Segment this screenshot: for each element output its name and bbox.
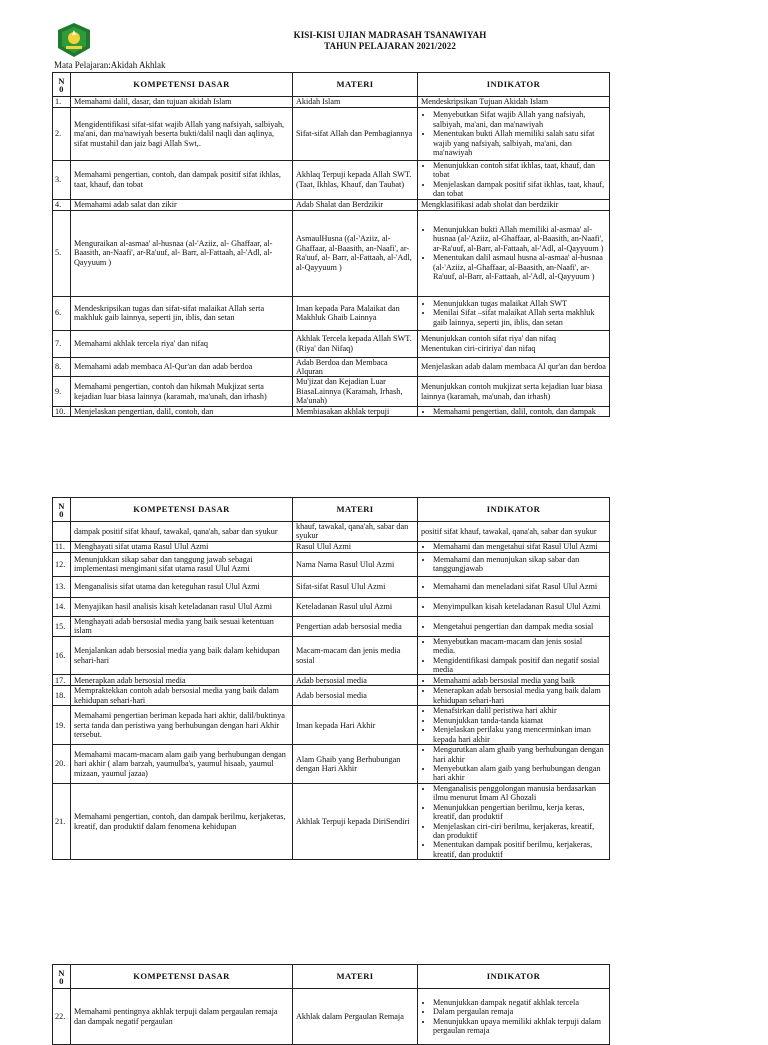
indikator-cell <box>418 597 610 616</box>
kompetensi-dasar-cell: Menunjukkan sikap sabar dan tanggung jawab sebagai implementasi mengimani sifat utama rasul Ulul Azmi <box>71 552 293 576</box>
row-number: 21. <box>53 783 71 859</box>
row-number: 5. <box>53 210 71 296</box>
indikator-cell <box>418 108 610 161</box>
materi-cell: Alam Ghaib yang Berhubungan dengan Hari Akhir <box>293 745 418 784</box>
kompetensi-dasar-cell: Menjalankan adab bersosial media yang baik dalam kehidupan sehari-hari <box>71 636 293 675</box>
indikator-item: • Mengetahui pengertian dan dampak media sosial <box>433 622 606 631</box>
row-number: 1. <box>53 97 71 108</box>
row-number: 2. <box>53 108 71 161</box>
indikator-text: positif sifat khauf, tawakal, qana'ah, sabar dan syukur <box>421 526 597 536</box>
indikator-cell <box>418 552 610 576</box>
materi-cell: Akhlak Terpuji kepada DiriSendiri <box>293 783 418 859</box>
indikator-cell <box>418 406 610 416</box>
indikator-cell <box>418 686 610 706</box>
table-row <box>53 330 610 357</box>
row-number: 10. <box>53 406 71 416</box>
indikator-text: Menjelaskan adab dalam membaca Al qur'an dan berdoa <box>421 362 606 372</box>
kompetensi-dasar-cell: Menguraikan al-asmaa' al-husnaa (al-'Aziiz, al- Ghaffaar, al-Baasith, an-Naafi', ar-Ra'uuf, al- Barr, al-Fattaah, al-'Adl, al-Qayyuum ) <box>71 210 293 296</box>
indikator-cell <box>418 377 610 406</box>
indikator-cell <box>418 296 610 330</box>
col-header-indikator: INDIKATOR <box>418 73 610 97</box>
table-row <box>53 686 610 706</box>
row-number: 12. <box>53 552 71 576</box>
indikator-item: • Mengurutkan alam ghaib yang berhubungan dengan hari akhir <box>433 745 606 764</box>
materi-cell: Iman kepada Hari Akhir <box>293 706 418 745</box>
row-number: 3. <box>53 161 71 200</box>
indikator-item: • Menyebutkan macam-macam dan jenis sosial media. <box>433 637 606 656</box>
indikator-item: • Menjelaskan dampak positif sifat ikhlas, taat, khauf, dan tobat <box>433 180 606 199</box>
indikator-cell <box>418 199 610 210</box>
grid-table-1 <box>52 72 610 417</box>
materi-cell: Akhlak dalam Pergaulan Remaja <box>293 989 418 1045</box>
kompetensi-dasar-cell: Menyajikan hasil analisis kisah keteladanan rasul Ulul Azmi <box>71 597 293 616</box>
row-number: 8. <box>53 357 71 377</box>
materi-cell: Mu'jizat dan Kejadian Luar BiasaLainnya (Karamah, Irhash, Ma'unah) <box>293 377 418 406</box>
row-number: 13. <box>53 576 71 597</box>
row-number: 15. <box>53 616 71 636</box>
table-row <box>53 108 610 161</box>
table-row <box>53 989 610 1045</box>
kompetensi-dasar-cell: Menghayati adab bersosial media yang baik sesuai ketentuan islam <box>71 616 293 636</box>
materi-cell: Keteladanan Rasul ulul Azmi <box>293 597 418 616</box>
indikator-item: • Menyimpulkan kisah keteladanan Rasul Ulul Azmi <box>433 602 606 611</box>
kompetensi-dasar-cell: Memahami dalil, dasar, dan tujuan akidah Islam <box>71 97 293 108</box>
col-header-no: N 0 <box>53 498 71 522</box>
table-row <box>53 377 610 406</box>
row-number: 9. <box>53 377 71 406</box>
table-row <box>53 210 610 296</box>
indikator-item: • Memahami pengertian, dalil, contoh, dan dampak <box>433 407 606 416</box>
table-row <box>53 541 610 552</box>
materi-cell: Adab Shalat dan Berdzikir <box>293 199 418 210</box>
materi-cell: Membiasakan akhlak terpuji <box>293 406 418 416</box>
indikator-cell <box>418 989 610 1045</box>
indikator-cell <box>418 783 610 859</box>
col-header-no: N 0 <box>53 965 71 989</box>
kompetensi-dasar-cell: Memahami adab membaca Al-Qur'an dan adab berdoa <box>71 357 293 377</box>
col-header-indikator: INDIKATOR <box>418 965 610 989</box>
table-row <box>53 636 610 675</box>
indikator-text: Mendeskripsikan Tujuan Akidah Islam <box>421 97 549 107</box>
indikator-item: • Menerapkan adab bersosial media yang baik dalam kehidupan sehari-hari <box>433 686 606 705</box>
table-row <box>53 745 610 784</box>
table-row <box>53 597 610 616</box>
indikator-item: • Menentukan dampak positif berilmu, kerjakeras, kreatif, dan produktif <box>433 840 606 859</box>
materi-cell: Nama Nama Rasul Ulul Azmi <box>293 552 418 576</box>
materi-cell: Pengertian adab bersosial media <box>293 616 418 636</box>
indikator-item: • Memahami adab bersosial media yang baik <box>433 676 606 685</box>
kompetensi-dasar-cell: Memahami adab salat dan zikir <box>71 199 293 210</box>
indikator-item: • Menyebutkan alam gaib yang berhubungan dengan hari akhir <box>433 764 606 783</box>
kompetensi-dasar-cell: Memahami pentingnya akhlak terpuji dalam pergaulan remaja dan dampak negatif pergaulan <box>71 989 293 1045</box>
materi-cell: Sifat-sifat Rasul Ulul Azmi <box>293 576 418 597</box>
row-number: 16. <box>53 636 71 675</box>
kompetensi-dasar-cell: Menerapkan adab bersosial media <box>71 675 293 686</box>
kompetensi-dasar-cell: Mendeskripsikan tugas dan sifat-sifat malaikat Allah serta makhluk gaib lainnya, seperti jin, iblis, dan setan <box>71 296 293 330</box>
indikator-item: • Menunjukkan contoh sifat ikhlas, taat, khauf, dan tobat <box>433 161 606 180</box>
header-row <box>53 965 610 989</box>
row-number: 6. <box>53 296 71 330</box>
kompetensi-dasar-cell: Mempraktekkan contoh adab bersosial media yang baik dalam kehidupan sehari-hari <box>71 686 293 706</box>
indikator-item: • Menjelaskan ciri-ciri berilmu, kerjakeras, kreatif, dan produktif <box>433 822 606 841</box>
indikator-text: Menunjukkan contoh sifat riya' dan nifaq <box>421 334 556 344</box>
indikator-item: • Menganalisis penggolongan manusia berdasarkan ilmu menurut Imam Al Ghozali <box>433 784 606 803</box>
row-number: 11. <box>53 541 71 552</box>
kompetensi-dasar-cell: Memahami pengertian beriman kepada hari akhir, dalil/buktinya serta tanda dan peristiwa yang berhubungan dengan hari Akhir tersebut. <box>71 706 293 745</box>
indikator-cell <box>418 541 610 552</box>
kompetensi-dasar-cell: Memahami pengertian, contoh, dan dampak positif sifat ikhlas, taat, khauf, dan tobat <box>71 161 293 200</box>
indikator-cell <box>418 706 610 745</box>
subject-label: Mata Pelajaran:Akidah Akhlak <box>54 60 166 70</box>
indikator-item: • Memahami dan menunjukan sikap sabar dan tanggungjawab <box>433 555 606 574</box>
table-row <box>53 199 610 210</box>
indikator-text: Menentukan ciri-ciririya' dan nifaq <box>421 343 536 353</box>
kompetensi-dasar-cell: Memahami macam-macam alam gaib yang berhubungan dengan hari akhir ( alam barzah, yaumulba's, yaumul hisaab, yaumul mizaan, yaumul jazaa) <box>71 745 293 784</box>
materi-cell: Adab bersosial media <box>293 675 418 686</box>
kompetensi-dasar-cell: Mengidentifikasi sifat-sifat wajib Allah yang nafsiyah, salbiyah, ma'ani, dan ma'nawiyah beserta bukti/dalil naqli dan aqlinya, sifat mustahil dan jaiz bagi Allah Swt,. <box>71 108 293 161</box>
col-header-kompetensi-dasar: KOMPETENSI DASAR <box>71 498 293 522</box>
row-number: 4. <box>53 199 71 210</box>
indikator-cell <box>418 745 610 784</box>
indikator-cell <box>418 616 610 636</box>
materi-cell: Akhlak Tercela kepada Allah SWT. (Riya' dan Nifaq) <box>293 330 418 357</box>
indikator-item: • Memahami dan mengetahui sifat Rasul Ulul Azmi <box>433 542 606 551</box>
indikator-item: • Menunjukkan bukti Allah memiliki al-asmaa' al-husnaa (al-'Aziiz, al-Ghaffaar, al-Baasith, an-Naafi', ar-Ra'uuf, al-Barr, al-Fattaah, al-'Adl, al-Qayyuum ) <box>433 225 606 253</box>
grid-table-2 <box>52 497 610 860</box>
indikator-cell <box>418 330 610 357</box>
col-header-materi: MATERI <box>293 73 418 97</box>
indikator-cell <box>418 636 610 675</box>
table-row <box>53 706 610 745</box>
indikator-cell <box>418 97 610 108</box>
col-header-indikator: INDIKATOR <box>418 498 610 522</box>
kompetensi-dasar-cell: Menganalisis sifat utama dan keteguhan rasul Ulul Azmi <box>71 576 293 597</box>
row-number: 18. <box>53 686 71 706</box>
indikator-item: • Menafsirkan dalil peristiwa hari akhir <box>433 706 606 715</box>
table-row <box>53 97 610 108</box>
indikator-item: • Menunjukkan tugas malaikat Allah SWT <box>433 299 606 308</box>
indikator-item: • Menjelaskan perilaku yang mencerminkan iman kepada hari akhir <box>433 725 606 744</box>
kompetensi-dasar-cell: Memahami pengertian, contoh, dan dampak berilmu, kerjakeras, kreatif, dan produktif dalam fenomena kehidupan <box>71 783 293 859</box>
row-number: 17. <box>53 675 71 686</box>
table-row <box>53 161 610 200</box>
row-number: 20. <box>53 745 71 784</box>
kompetensi-dasar-cell: Memahami pengertian, contoh dan hikmah Mukjizat serta kejadian luar biasa lainnya (karamah, ma'unah, dan irhash) <box>71 377 293 406</box>
materi-cell: Sifat-sifat Allah dan Pembagiannya <box>293 108 418 161</box>
document-title: KISI-KISI UJIAN MADRASAH TSANAWIYAH <box>293 30 487 40</box>
indikator-cell <box>418 576 610 597</box>
col-header-no: N 0 <box>53 73 71 97</box>
table-row <box>53 522 610 542</box>
table-row <box>53 675 610 686</box>
materi-cell: Iman kepada Para Malaikat dan Makhluk Ghaib Lainnya <box>293 296 418 330</box>
kompetensi-dasar-cell: Menjelaskan pengertian, dalil, contoh, dan <box>71 406 293 416</box>
indikator-item: • Menentukan dalil asmaul husna al-asmaa' al-husnaa (al-'Aziiz, al-Ghaffaar, al-Baasith, an-Naafi', ar-Ra'uuf, al-Barr, al-Fattaah, al-'Adl, al-Qayyuum ) <box>433 253 606 281</box>
row-number: 14. <box>53 597 71 616</box>
col-header-kompetensi-dasar: KOMPETENSI DASAR <box>71 965 293 989</box>
table-row <box>53 406 610 416</box>
indikator-item: • Menunjukkan upaya memiliki akhlak terpuji dalam pergaulan remaja <box>433 1017 606 1036</box>
indikator-cell <box>418 161 610 200</box>
materi-cell: khauf, tawakal, qana'ah, sabar dan syukur <box>293 522 418 542</box>
row-number: 19. <box>53 706 71 745</box>
indikator-cell <box>418 357 610 377</box>
col-header-materi: MATERI <box>293 965 418 989</box>
row-number: 22. <box>53 989 71 1045</box>
indikator-item: • Menunjukkan tanda-tanda kiamat <box>433 716 606 725</box>
kompetensi-dasar-cell: Menghayati sifat utama Rasul Ulul Azmi <box>71 541 293 552</box>
row-number <box>53 522 71 542</box>
academic-year: TAHUN PELAJARAN 2021/2022 <box>324 41 456 51</box>
row-number: 7. <box>53 330 71 357</box>
indikator-item: • Menentukan bukti Allah memiliki salah satu sifat wajib yang nafsiyah, salbiyah, ma'ani, dan ma'nawiyah <box>433 129 606 157</box>
table-row <box>53 357 610 377</box>
indikator-item: • Menunjukkan dampak negatif akhlak tercela <box>433 998 606 1007</box>
table-row <box>53 783 610 859</box>
indikator-item: • Menunjukkan pengertian berilmu, kerja keras, kreatif, dan produktif <box>433 803 606 822</box>
materi-cell: Rasul Ulul Azmi <box>293 541 418 552</box>
materi-cell: AsmaulHusna ((al-'Aziiz, al-Ghaffaar, al-Baasith, an-Naafi', ar-Ra'uuf, al- Barr, al-Fattaah, al-'Adl, al-Qayyuum ) <box>293 210 418 296</box>
table-row <box>53 616 610 636</box>
kompetensi-dasar-cell: Memahami akhlak tercela riya' dan nifaq <box>71 330 293 357</box>
kemenag-logo <box>56 22 92 58</box>
indikator-text: Menunjukkan contoh mukjizat serta kejadian luar biasa lainnya (karamah, ma'unah, dan irhash) <box>421 382 603 401</box>
indikator-item: • Dalam pergaulan remaja <box>433 1007 606 1016</box>
indikator-item: • Mengidentifikasi dampak positif dan negatif sosial media <box>433 656 606 675</box>
indikator-text: Mengklasifikasi adab sholat dan berdzikir <box>421 199 559 209</box>
indikator-cell <box>418 210 610 296</box>
materi-cell: Akidah Islam <box>293 97 418 108</box>
indikator-cell <box>418 675 610 686</box>
indikator-item: • Menilai Sifat –sifat malaikat Allah serta makhluk gaib lainnya, seperti jin, iblis, dan setan <box>433 308 606 327</box>
header-row <box>53 73 610 97</box>
materi-cell: Adab bersosial media <box>293 686 418 706</box>
kompetensi-dasar-cell: dampak positif sifat khauf, tawakal, qana'ah, sabar dan syukur <box>71 522 293 542</box>
col-header-materi: MATERI <box>293 498 418 522</box>
indikator-item: • Memahami dan meneladani sifat Rasul Ulul Azmi <box>433 582 606 591</box>
col-header-kompetensi-dasar: KOMPETENSI DASAR <box>71 73 293 97</box>
materi-cell: Macam-macam dan jenis media sosial <box>293 636 418 675</box>
table-row <box>53 576 610 597</box>
materi-cell: Akhlaq Terpuji kepada Allah SWT. (Taat, Ikhlas, Khauf, dan Taubat) <box>293 161 418 200</box>
indikator-item: • Menyebutkan Sifat wajib Allah yang nafsiyah, salbiyah, ma'ani, dan ma'nawiyah <box>433 110 606 129</box>
header-row <box>53 498 610 522</box>
grid-table-3 <box>52 964 610 1045</box>
materi-cell: Adab Berdoa dan Membaca Alquran <box>293 357 418 377</box>
table-row <box>53 552 610 576</box>
indikator-cell <box>418 522 610 542</box>
table-row <box>53 296 610 330</box>
